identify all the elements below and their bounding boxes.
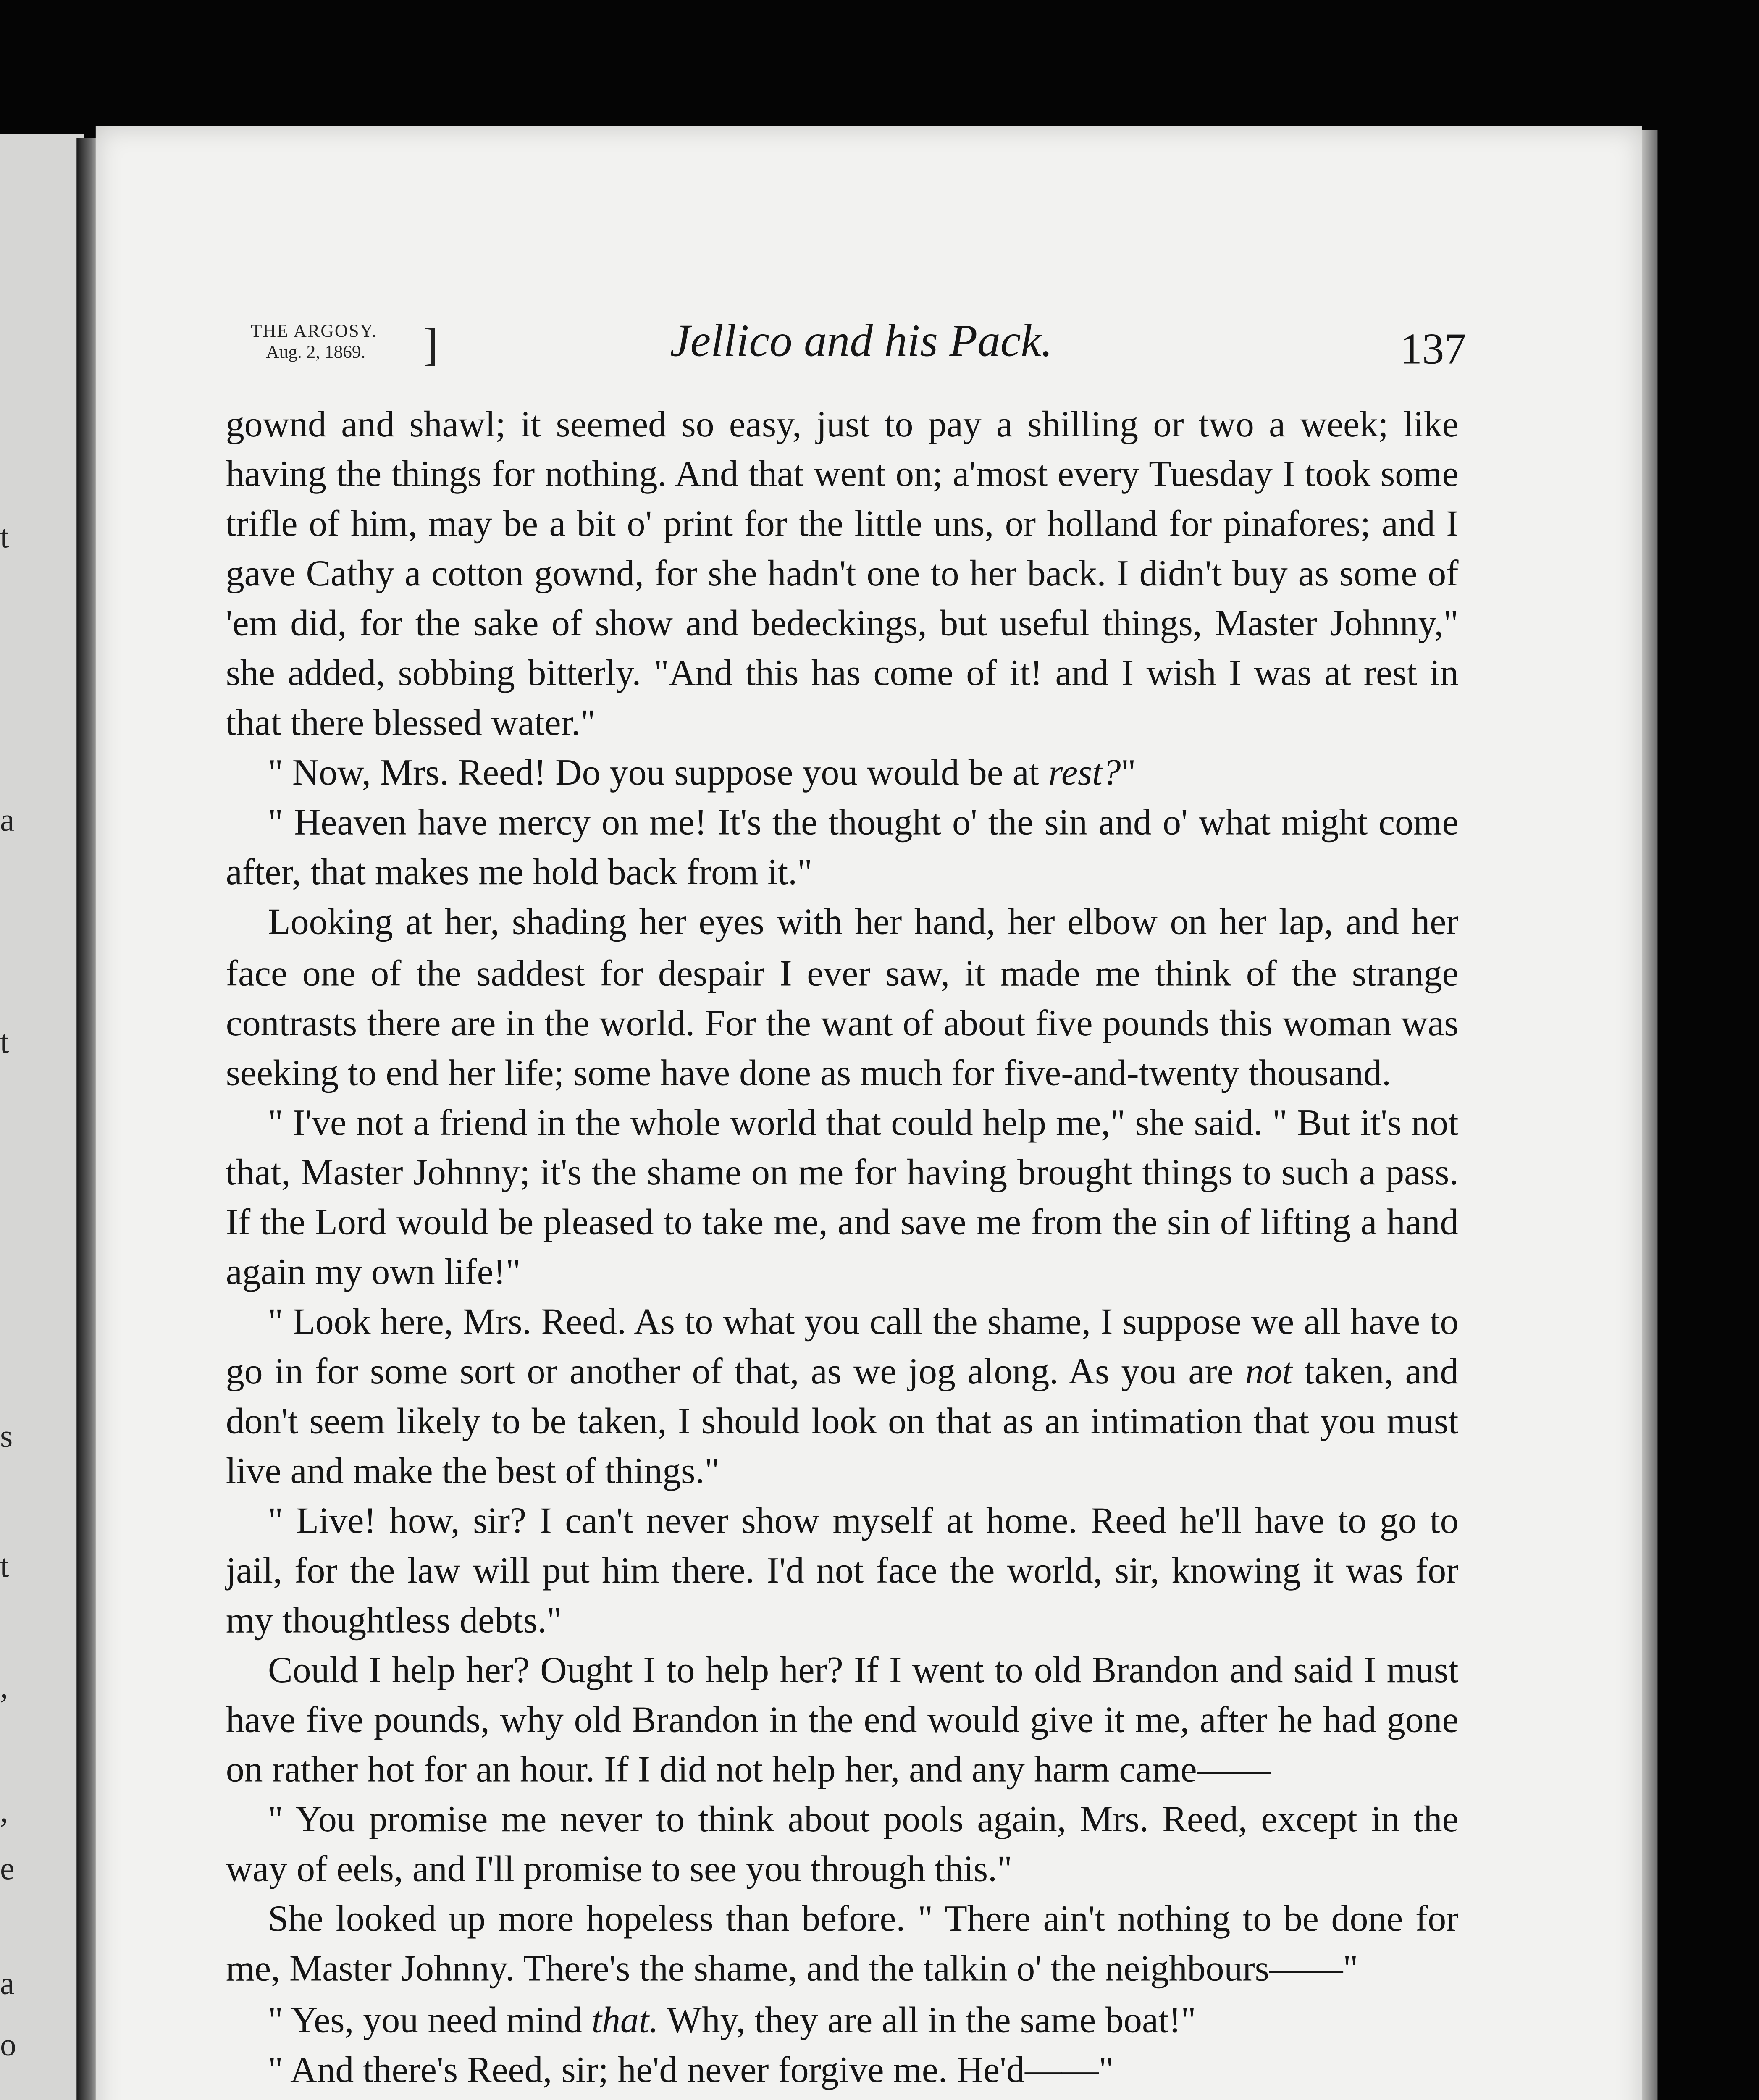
edge-letter: e bbox=[0, 1850, 15, 1887]
paragraph-text: " Yes, you need mind bbox=[268, 2000, 592, 2041]
edge-letter: a bbox=[0, 802, 15, 838]
paragraph: " You promise me never to think about pools again, Mrs. Reed, except in the way of eels, and I'll promise to see you through this." bbox=[226, 1801, 1459, 1892]
running-title: Jellico and his Pack. bbox=[670, 318, 1053, 368]
paragraph-text: " bbox=[1121, 754, 1136, 795]
paragraph: She looked up more hopeless than before. " There ain't nothing to be done for me, Master Johnny. There's the shame, and the talkin o' the neighbours——" bbox=[226, 1901, 1459, 1991]
edge-letter: s bbox=[0, 1418, 13, 1454]
issue-date: Aug. 2, 1869. bbox=[266, 344, 366, 364]
body-text bbox=[226, 402, 1459, 2100]
page-number: 137 bbox=[1400, 325, 1466, 373]
paragraph: Looking at her, shading her eyes with her hand, her elbow on her lap, and her face one of the saddest for despair I ever saw, it made me think of the strange contrasts there are in the world. For the want of about five pounds this woman was seeking to end her life; some have done as much for five-and-twenty thousand. bbox=[226, 904, 1459, 1094]
paragraph: " I've not a friend in the whole world that could help me," she said. " But it's not that, Master Johnny; it's the shame on me for having brought things to such a pass. If the Lord would be pleased to take me, and save me from the sin of lifting a hand again my own life!" bbox=[226, 1103, 1459, 1293]
paragraph bbox=[226, 751, 1459, 801]
paragraph: " Heaven have mercy on me! It's the thought o' the sin and o' what might come after, that makes me hold back from it." bbox=[226, 804, 1459, 895]
edge-letter: a bbox=[0, 1965, 15, 2002]
edge-letter: , bbox=[0, 1793, 8, 1830]
emphasis: that. bbox=[591, 2000, 659, 2041]
edge-letter: t bbox=[0, 518, 9, 555]
emphasis: not bbox=[1245, 1352, 1293, 1393]
edge-letter: t bbox=[0, 1548, 9, 1585]
paragraph bbox=[226, 2097, 1459, 2100]
paragraph: " And there's Reed, sir; he'd never forgive me. He'd——" bbox=[268, 2050, 1114, 2091]
paragraph: Could I help her? Ought I to help her? If I went to old Brandon and said I must have five pounds, why old Brandon in the end would give it me, after he had gone on rather hot for an hour. If I did not help her, and any harm came—— bbox=[226, 1651, 1459, 1792]
edge-letter: o bbox=[0, 2026, 16, 2063]
paragraph: gownd and shawl; it seemed so easy, just to pay a shilling or two a week; like having the things for nothing. And that went on; a'most every Tuesday I took some trifle of him, may be a bit o' print for the little uns, or holland for pinafores; and I gave Cathy a cotton gownd, for she hadn't one to her back. I didn't buy as some of 'em did, for the sake of show and bedeckings, but useful things, Master Johnny," she added, sobbing bitterly. "And this has come of it! and I wish I was at rest in that there blessed water." bbox=[226, 405, 1459, 745]
edge-letter: t bbox=[0, 1024, 9, 1060]
header-bracket: ] bbox=[423, 321, 438, 371]
paragraph bbox=[226, 1299, 1459, 1499]
left-page-edge bbox=[0, 134, 84, 2100]
paragraph: " Live! how, sir? I can't never show myself at home. Reed he'll have to go to jail, for the law will put him there. I'd not face the world, sir, knowing it was for my thoughtless debts." bbox=[226, 1502, 1459, 1642]
paragraph-text: " Look here, Mrs. Reed. As to what you call the shame, I suppose we all have to go in for some sort or another of that, as we jog along. As you are bbox=[226, 1302, 1459, 1393]
journal-name: THE ARGOSY. bbox=[250, 323, 377, 343]
page-edge-right bbox=[1642, 130, 1657, 2100]
paragraph-text: " Now, Mrs. Reed! Do you suppose you would be at bbox=[268, 754, 1049, 795]
paragraph-text: taken, and don't seem likely to be taken, I should look on that as an intimation that you must live and make the best of things." bbox=[226, 1352, 1459, 1493]
emphasis: rest? bbox=[1048, 754, 1121, 795]
paragraph bbox=[226, 1997, 1459, 2047]
edge-letter: , bbox=[0, 1668, 8, 1705]
paragraph-text: Why, they are all in the same boat!" bbox=[658, 2000, 1196, 2041]
